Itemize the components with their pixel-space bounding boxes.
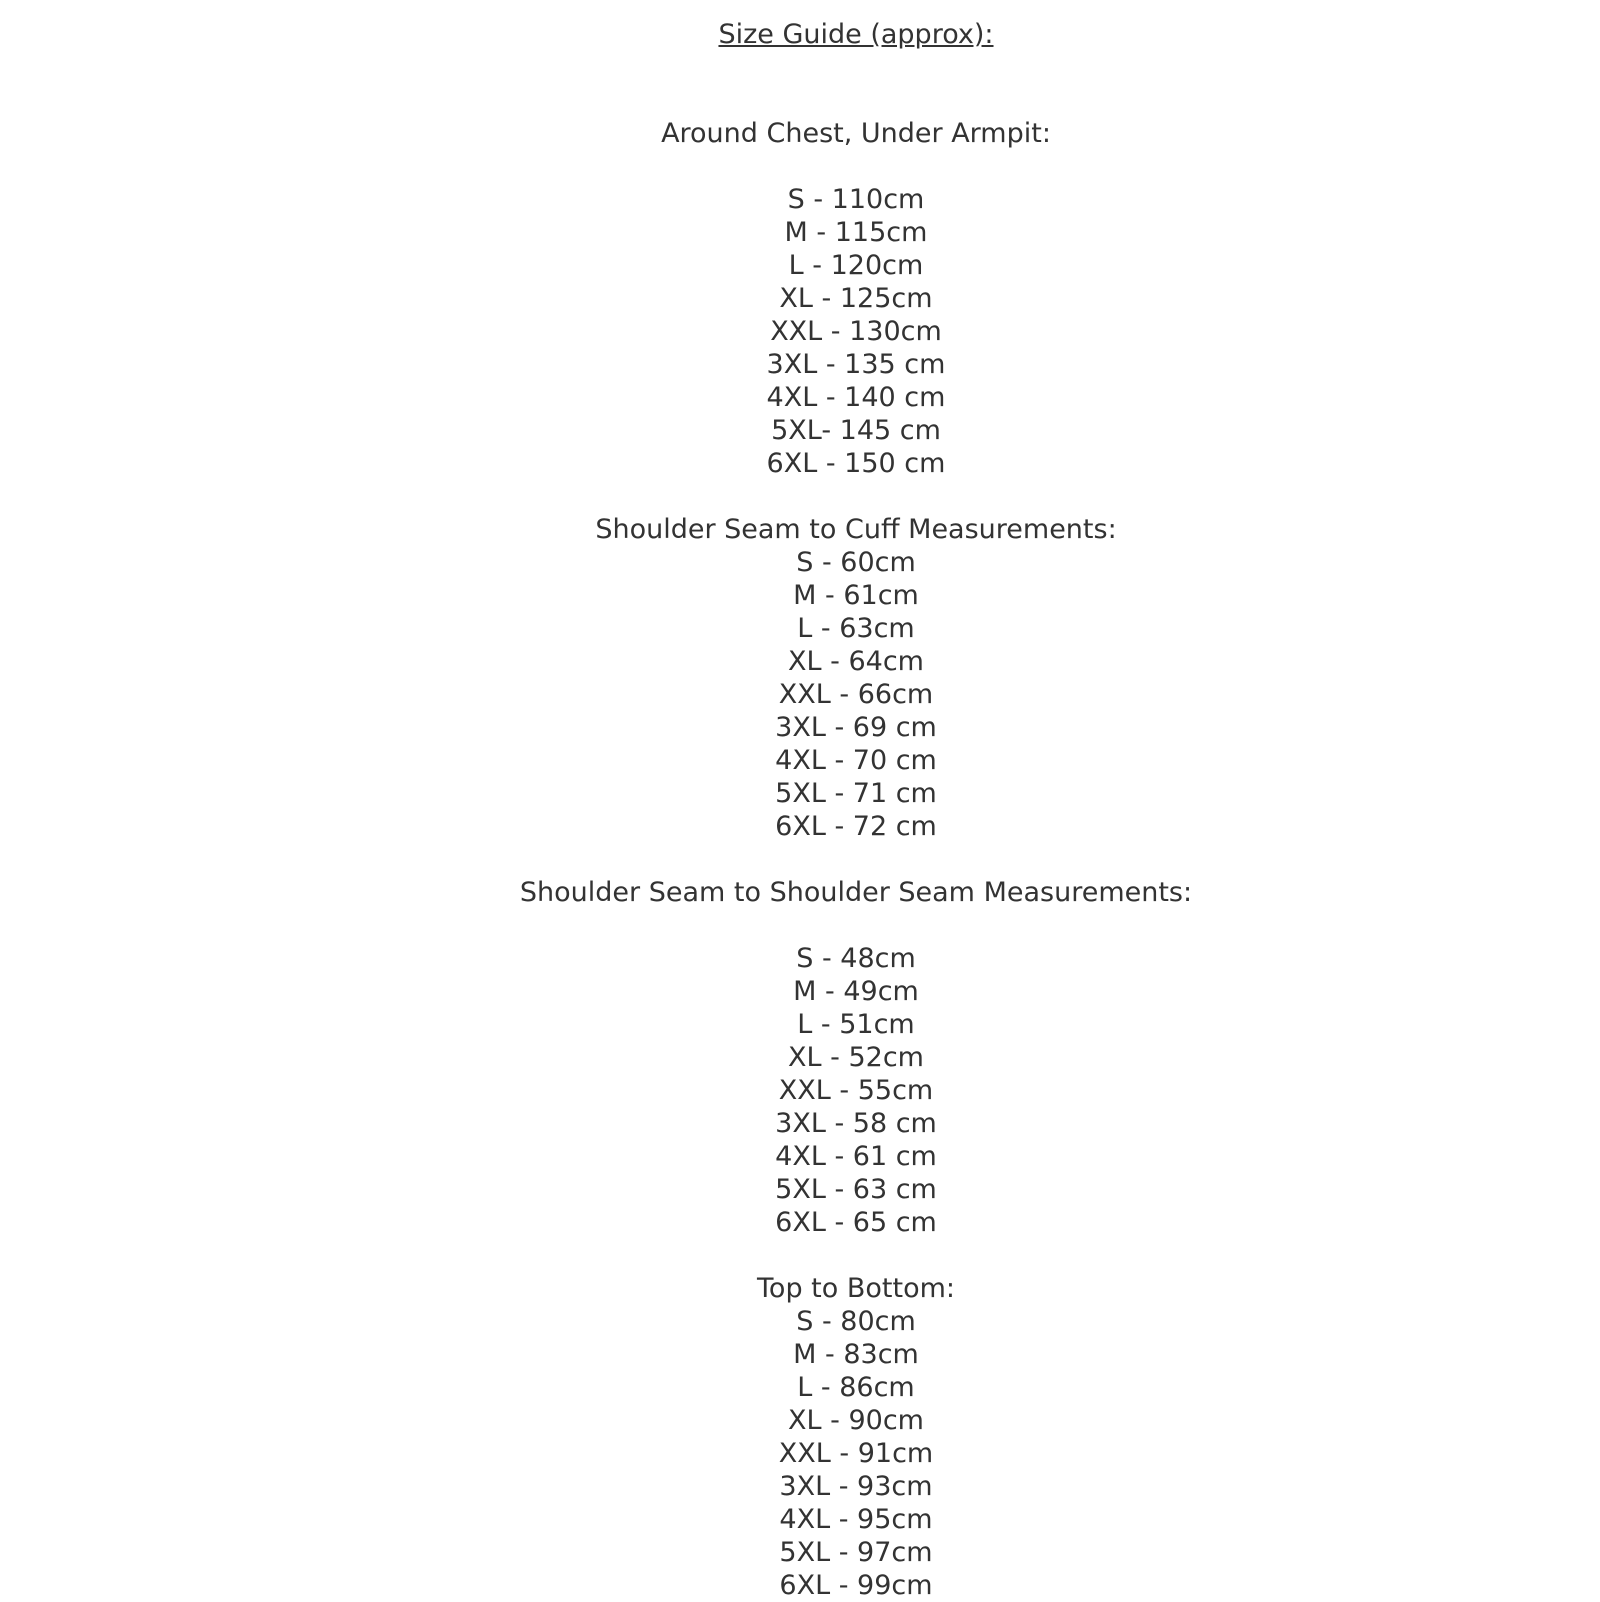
size-row: 5XL - 63 cm: [775, 1174, 937, 1205]
size-row: XL - 125cm: [779, 283, 933, 314]
size-row: 6XL - 99cm: [779, 1570, 933, 1601]
size-row: 4XL - 95cm: [779, 1504, 933, 1535]
section-rows: [112, 546, 1600, 843]
size-row: S - 80cm: [796, 1306, 916, 1337]
size-sections-container: [112, 117, 1600, 1602]
size-row: XL - 64cm: [788, 646, 924, 677]
size-row: 5XL - 71 cm: [775, 778, 937, 809]
size-row: 6XL - 150 cm: [766, 448, 946, 479]
size-row: XXL - 66cm: [778, 679, 934, 710]
size-section: [112, 876, 1600, 1239]
section-rows: [112, 1305, 1600, 1602]
size-row: XXL - 91cm: [778, 1438, 934, 1469]
size-row: XXL - 130cm: [770, 316, 942, 347]
size-row: 5XL- 145 cm: [771, 415, 941, 446]
size-row: 5XL - 97cm: [779, 1537, 933, 1568]
size-row: S - 110cm: [787, 184, 925, 215]
size-row: XL - 52cm: [788, 1042, 924, 1073]
section-heading: Shoulder Seam to Cuff Measurements:: [595, 514, 1117, 545]
section-rows: [112, 150, 1600, 480]
size-row: M - 83cm: [793, 1339, 919, 1370]
size-row: 6XL - 72 cm: [775, 811, 937, 842]
size-row: S - 60cm: [796, 547, 916, 578]
size-row: XXL - 55cm: [778, 1075, 934, 1106]
size-row: 3XL - 69 cm: [775, 712, 937, 743]
size-row: L - 63cm: [797, 613, 915, 644]
size-row: L - 51cm: [797, 1009, 915, 1040]
size-row: M - 61cm: [793, 580, 919, 611]
size-row: 6XL - 65 cm: [775, 1207, 937, 1238]
size-row: 4XL - 61 cm: [775, 1141, 937, 1172]
size-section: [112, 1272, 1600, 1602]
blank-line: [112, 909, 1600, 942]
size-row: S - 48cm: [796, 943, 916, 974]
size-row: L - 120cm: [788, 250, 924, 281]
size-row: 4XL - 140 cm: [766, 382, 946, 413]
size-row: 3XL - 93cm: [779, 1471, 933, 1502]
size-row: M - 115cm: [784, 217, 928, 248]
section-heading: Shoulder Seam to Shoulder Seam Measurements:: [519, 877, 1193, 908]
blank-line: [112, 51, 1600, 84]
size-row: 3XL - 58 cm: [775, 1108, 937, 1139]
size-row: M - 49cm: [793, 976, 919, 1007]
size-row: L - 86cm: [797, 1372, 915, 1403]
size-section: [112, 117, 1600, 480]
blank-line: [112, 150, 1600, 183]
size-row: 4XL - 70 cm: [775, 745, 937, 776]
page-title: Size Guide (approx):: [718, 19, 994, 50]
size-row: 3XL - 135 cm: [766, 349, 946, 380]
section-heading: Top to Bottom:: [757, 1273, 955, 1304]
size-row: XL - 90cm: [788, 1405, 924, 1436]
size-section: [112, 513, 1600, 843]
section-heading: Around Chest, Under Armpit:: [661, 118, 1051, 149]
section-rows: [112, 909, 1600, 1239]
